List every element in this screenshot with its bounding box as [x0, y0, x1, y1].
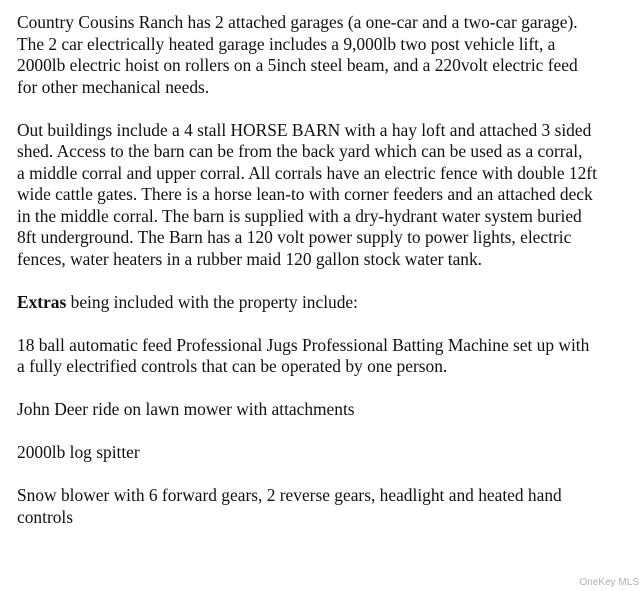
text-line: 2000lb log spitter — [17, 442, 140, 462]
text-line: a fully electrified controls that can be operated by one person. — [17, 356, 448, 376]
text-line: wide cattle gates. There is a horse lean-to with corner feeders and an attached deck — [17, 184, 593, 204]
text-line: 8ft underground. The Barn has a 120 volt power supply to power lights, electric — [17, 227, 572, 247]
text-line: Snow blower with 6 forward gears, 2 reverse gears, headlight and heated hand — [17, 485, 562, 505]
onekey-mls-watermark: OneKey MLS — [579, 577, 639, 588]
extras-item-snow-blower — [17, 485, 639, 528]
text-line: a middle corral and upper corral. All corrals have an electric fence with double 12ft — [17, 162, 597, 183]
text-line: Out buildings include a 4 stall HORSE BARN with a hay loft and attached 3 sided — [17, 119, 592, 140]
text-line: fences, water heaters in a rubber maid 120 gallon stock water tank. — [17, 248, 483, 269]
extras-item-log-splitter — [17, 442, 639, 464]
text-line: shed. Access to the barn can be from the back yard which can be used as a corral, — [17, 141, 583, 161]
text-line: 2000lb electric hoist on rollers on a 5inch steel beam, and a 220volt electric feed — [17, 55, 578, 75]
text-line: 18 ball automatic feed Professional Jugs Professional Batting Machine set up with — [17, 334, 590, 355]
text-line: for other mechanical needs. — [17, 76, 210, 97]
extras-heading-bold: Extras — [17, 291, 67, 312]
outbuildings-paragraph — [17, 120, 639, 271]
extras-heading-rest: being included with the property include: — [66, 291, 358, 312]
document-body — [17, 12, 639, 550]
text-line: in the middle corral. The barn is supplied with a dry-hydrant water system buried — [17, 205, 582, 226]
text-line — [17, 292, 639, 314]
extras-item-mower — [17, 399, 639, 421]
text-line: controls — [17, 506, 74, 527]
text-line: The 2 car electrically heated garage includes a 9,000lb two post vehicle lift, a — [17, 33, 556, 54]
garage-paragraph — [17, 12, 639, 98]
extras-heading — [17, 292, 639, 314]
extras-item-batting-machine — [17, 335, 639, 378]
text-line: Country Cousins Ranch has 2 attached garages (a one-car and a two-car garage). — [17, 12, 578, 32]
text-line: John Deer ride on lawn mower with attachments — [17, 399, 355, 419]
